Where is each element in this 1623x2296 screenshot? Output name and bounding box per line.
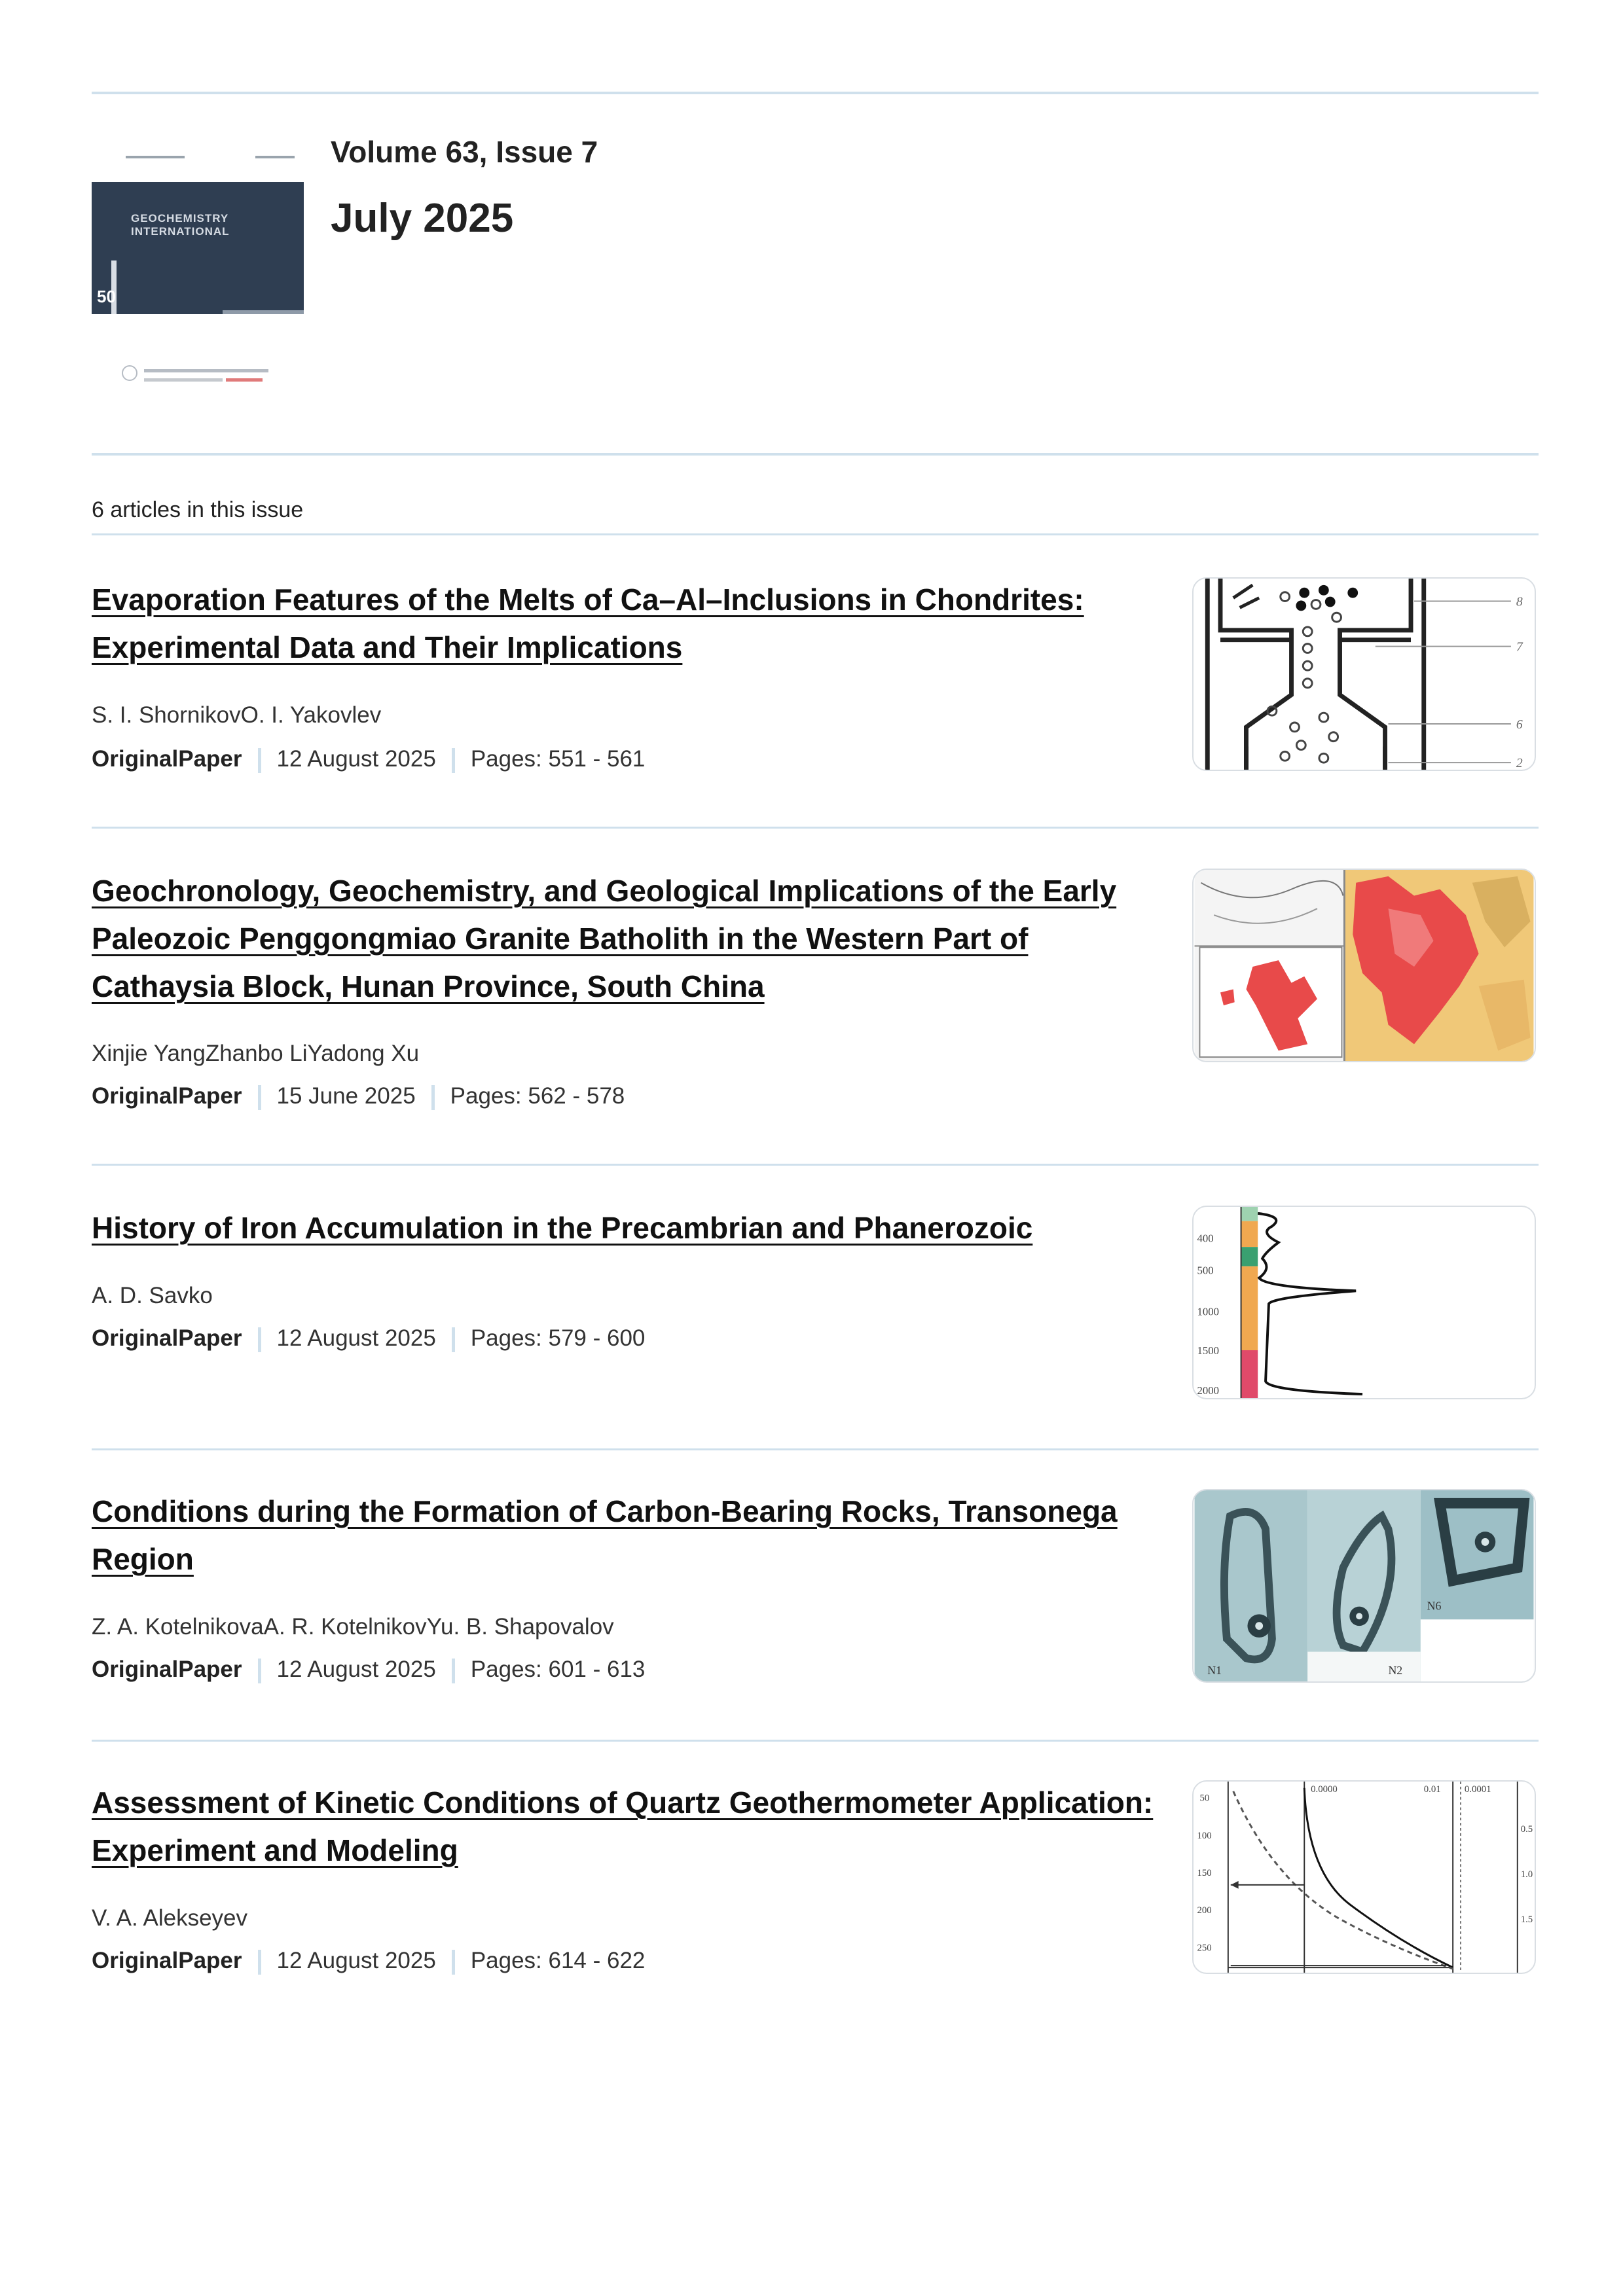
article-pages: Pages: 601 - 613	[470, 1657, 646, 1682]
iron-accumulation-plot	[1194, 1207, 1535, 1398]
axis-tick-label: 250	[1197, 1943, 1212, 1954]
article-pages: Pages: 579 - 600	[470, 1325, 646, 1351]
article-meta	[92, 746, 645, 773]
issue-date: July 2025	[331, 196, 514, 241]
top-divider	[92, 92, 1539, 94]
article-date: 12 August 2025	[276, 1325, 436, 1351]
geologic-map	[1194, 870, 1535, 1061]
article-title-link[interactable]: History of Iron Accumulation in the Precambrian and Phanerozoic	[92, 1211, 1033, 1245]
article-title-link[interactable]: Conditions during the Formation of Carbon-Bearing Rocks, Transonega Region	[92, 1494, 1118, 1576]
article-meta	[92, 1325, 645, 1352]
article-date: 15 June 2025	[276, 1083, 416, 1109]
header-divider	[92, 453, 1539, 456]
axis-tick-label: 1000	[1197, 1305, 1220, 1318]
diagram-label: 7	[1516, 639, 1523, 655]
axis-tick-label: 500	[1197, 1264, 1214, 1277]
diagram-label: 8	[1516, 594, 1523, 609]
article-title-link[interactable]: Geochronology, Geochemistry, and Geological Implications of the Early Paleozoic Penggongmiao Granite Batholith in the Western Part of Cathaysia Block, Hunan Province, South China	[92, 874, 1117, 1003]
article-thumbnail[interactable]	[1192, 1780, 1536, 1974]
axis-tick-label: 150	[1197, 1868, 1212, 1879]
article-title-link[interactable]: Assessment of Kinetic Conditions of Quartz Geothermometer Application: Experiment and Modeling	[92, 1785, 1154, 1867]
article-divider	[92, 1448, 1539, 1450]
axis-tick-label: 2000	[1197, 1384, 1220, 1397]
fluid-inclusion-micrographs	[1194, 1490, 1535, 1681]
article-date: 12 August 2025	[276, 1657, 436, 1682]
journal-cover-image[interactable]	[92, 137, 304, 314]
axis-tick-label: 0.0001	[1464, 1784, 1491, 1795]
article-type: OriginalPaper	[92, 1657, 242, 1682]
axis-tick-label: 1.0	[1520, 1869, 1533, 1880]
quartz-kinetics-plot	[1194, 1782, 1535, 1973]
article-authors: Xinjie YangZhanbo LiYadong Xu	[92, 1041, 420, 1066]
article-type: OriginalPaper	[92, 746, 242, 772]
cover-journal-title: GEOCHEMISTRY INTERNATIONAL	[131, 212, 230, 238]
article-type: OriginalPaper	[92, 1325, 242, 1351]
article-type: OriginalPaper	[92, 1948, 242, 1973]
article-date: 12 August 2025	[276, 1948, 436, 1973]
articles-count: 6 articles in this issue	[92, 497, 304, 522]
axis-tick-label: 0.5	[1520, 1823, 1533, 1835]
axis-tick-label: 200	[1197, 1905, 1212, 1916]
axis-tick-label: 1500	[1197, 1344, 1220, 1357]
article-date: 12 August 2025	[276, 746, 436, 772]
article-title-link[interactable]: Evaporation Features of the Melts of Ca–Al–Inclusions in Chondrites: Experimental Data and Their Implications	[92, 583, 1084, 664]
micrograph-label: N1	[1207, 1664, 1222, 1677]
cover-number: 50	[97, 287, 116, 306]
article-thumbnail[interactable]	[1192, 577, 1536, 771]
axis-tick-label: 1.5	[1520, 1914, 1533, 1926]
article-pages: Pages: 551 - 561	[470, 746, 646, 772]
article-authors: S. I. ShornikovO. I. Yakovlev	[92, 702, 382, 728]
article-divider	[92, 827, 1539, 829]
diagram-label: 6	[1516, 717, 1523, 732]
article-meta	[92, 1948, 645, 1975]
micrograph-label: N6	[1427, 1599, 1442, 1613]
apparatus-diagram	[1194, 579, 1535, 770]
list-divider	[92, 533, 1539, 535]
article-type: OriginalPaper	[92, 1083, 242, 1109]
article-divider	[92, 1740, 1539, 1742]
article-authors: Z. A. KotelnikovaA. R. KotelnikovYu. B. Shapovalov	[92, 1614, 614, 1640]
axis-tick-label: 400	[1197, 1232, 1214, 1245]
article-thumbnail[interactable]	[1192, 1489, 1536, 1683]
publisher-logo	[118, 365, 275, 387]
axis-tick-label: 100	[1197, 1830, 1212, 1841]
axis-tick-label: 0.0000	[1311, 1784, 1338, 1795]
micrograph-label: N2	[1388, 1664, 1403, 1677]
article-meta	[92, 1657, 645, 1683]
article-pages: Pages: 562 - 578	[450, 1083, 625, 1109]
article-authors: V. A. Alekseyev	[92, 1905, 248, 1931]
article-thumbnail[interactable]	[1192, 1206, 1536, 1399]
article-authors: A. D. Savko	[92, 1283, 213, 1308]
article-pages: Pages: 614 - 622	[470, 1948, 646, 1973]
diagram-label: 2	[1516, 756, 1523, 770]
article-thumbnail[interactable]	[1192, 869, 1536, 1062]
issue-volume: Volume 63, Issue 7	[331, 135, 598, 169]
axis-tick-label: 0.01	[1423, 1784, 1441, 1795]
axis-tick-label: 50	[1199, 1793, 1210, 1804]
article-meta	[92, 1083, 625, 1110]
article-divider	[92, 1164, 1539, 1166]
